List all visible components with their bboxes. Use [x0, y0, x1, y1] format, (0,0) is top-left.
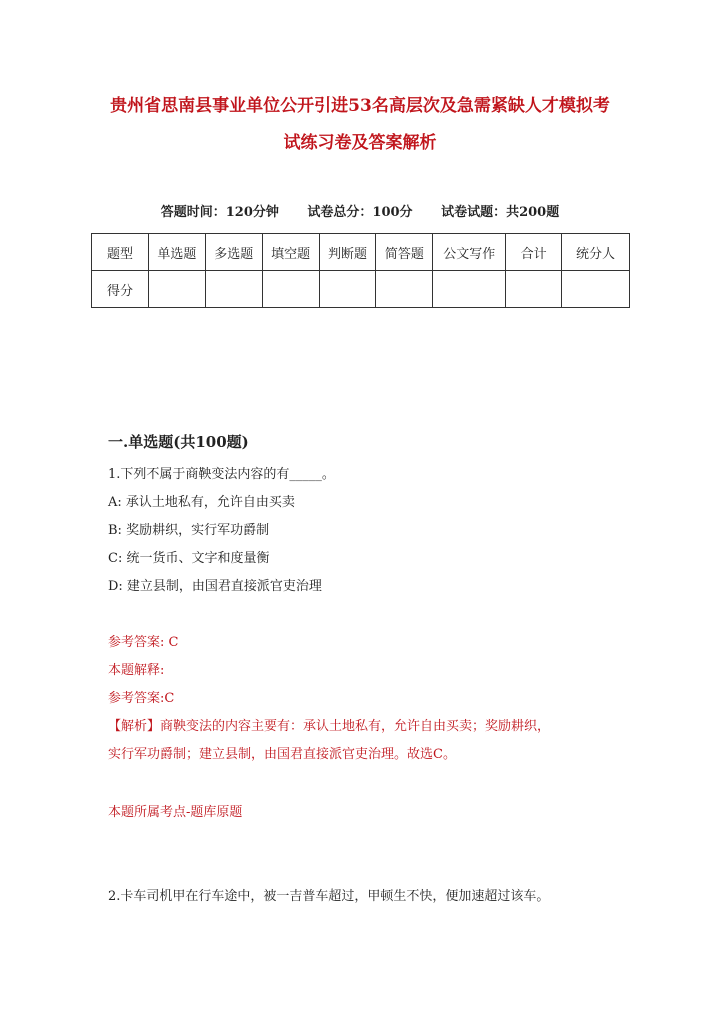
- score-cell: [433, 271, 506, 308]
- score-header-cell: 题型: [92, 234, 149, 271]
- score-cell: [319, 271, 376, 308]
- exam-time: 答题时间：120分钟: [160, 205, 279, 220]
- section-title: 一.单选题(共100题): [108, 433, 249, 451]
- score-cell: [148, 271, 205, 308]
- question-1-option-b: B: 奖励耕织，实行军功爵制: [108, 523, 270, 538]
- question-1-source: 本题所属考点-题库原题: [108, 805, 243, 820]
- score-header-cell: 统分人: [562, 234, 630, 271]
- score-cell: [562, 271, 630, 308]
- score-header-cell: 填空题: [262, 234, 319, 271]
- question-1-option-c: C: 统一货币、文字和度量衡: [108, 551, 270, 566]
- question-1-analysis-line-2: 实行军功爵制；建立县制，由国君直接派官吏治理。故选C。: [108, 747, 456, 762]
- score-cell: [376, 271, 433, 308]
- question-1-answer-repeat: 参考答案:C: [108, 691, 175, 706]
- score-row-label: 得分: [92, 271, 149, 308]
- score-table-header-row: [92, 234, 630, 271]
- exam-title-line-1: 贵州省思南县事业单位公开引进53名高层次及急需紧缺人才模拟考: [110, 96, 610, 116]
- score-header-cell: 公文写作: [433, 234, 506, 271]
- question-1-analysis-line-1: 【解析】商鞅变法的内容主要有：承认土地私有，允许自由买卖；奖励耕织，: [108, 719, 551, 734]
- question-1-option-a: A: 承认土地私有，允许自由买卖: [108, 495, 295, 510]
- question-1-answer: 参考答案: C: [108, 635, 179, 650]
- score-cell: [205, 271, 262, 308]
- score-cell: [506, 271, 562, 308]
- question-1-explain-label: 本题解释:: [108, 663, 165, 678]
- score-header-cell: 合计: [506, 234, 562, 271]
- score-table-score-row: [92, 271, 630, 308]
- score-header-cell: 简答题: [376, 234, 433, 271]
- question-2-stem: 2.卡车司机甲在行车途中，被一吉普车超过，甲顿生不快，便加速超过该车。: [108, 889, 550, 904]
- question-1-option-d: D: 建立县制，由国君直接派官吏治理: [108, 579, 322, 594]
- score-cell: [262, 271, 319, 308]
- exam-title-line-2: 试练习卷及答案解析: [283, 133, 437, 153]
- score-table: [91, 233, 630, 308]
- exam-total-score: 试卷总分：100分: [307, 205, 413, 220]
- exam-meta: [0, 201, 720, 220]
- score-header-cell: 多选题: [205, 234, 262, 271]
- score-header-cell: 判断题: [319, 234, 376, 271]
- question-1-stem: 1.下列不属于商鞅变法内容的有_____。: [108, 467, 335, 482]
- exam-question-count: 试卷试题：共200题: [441, 205, 560, 220]
- score-header-cell: 单选题: [148, 234, 205, 271]
